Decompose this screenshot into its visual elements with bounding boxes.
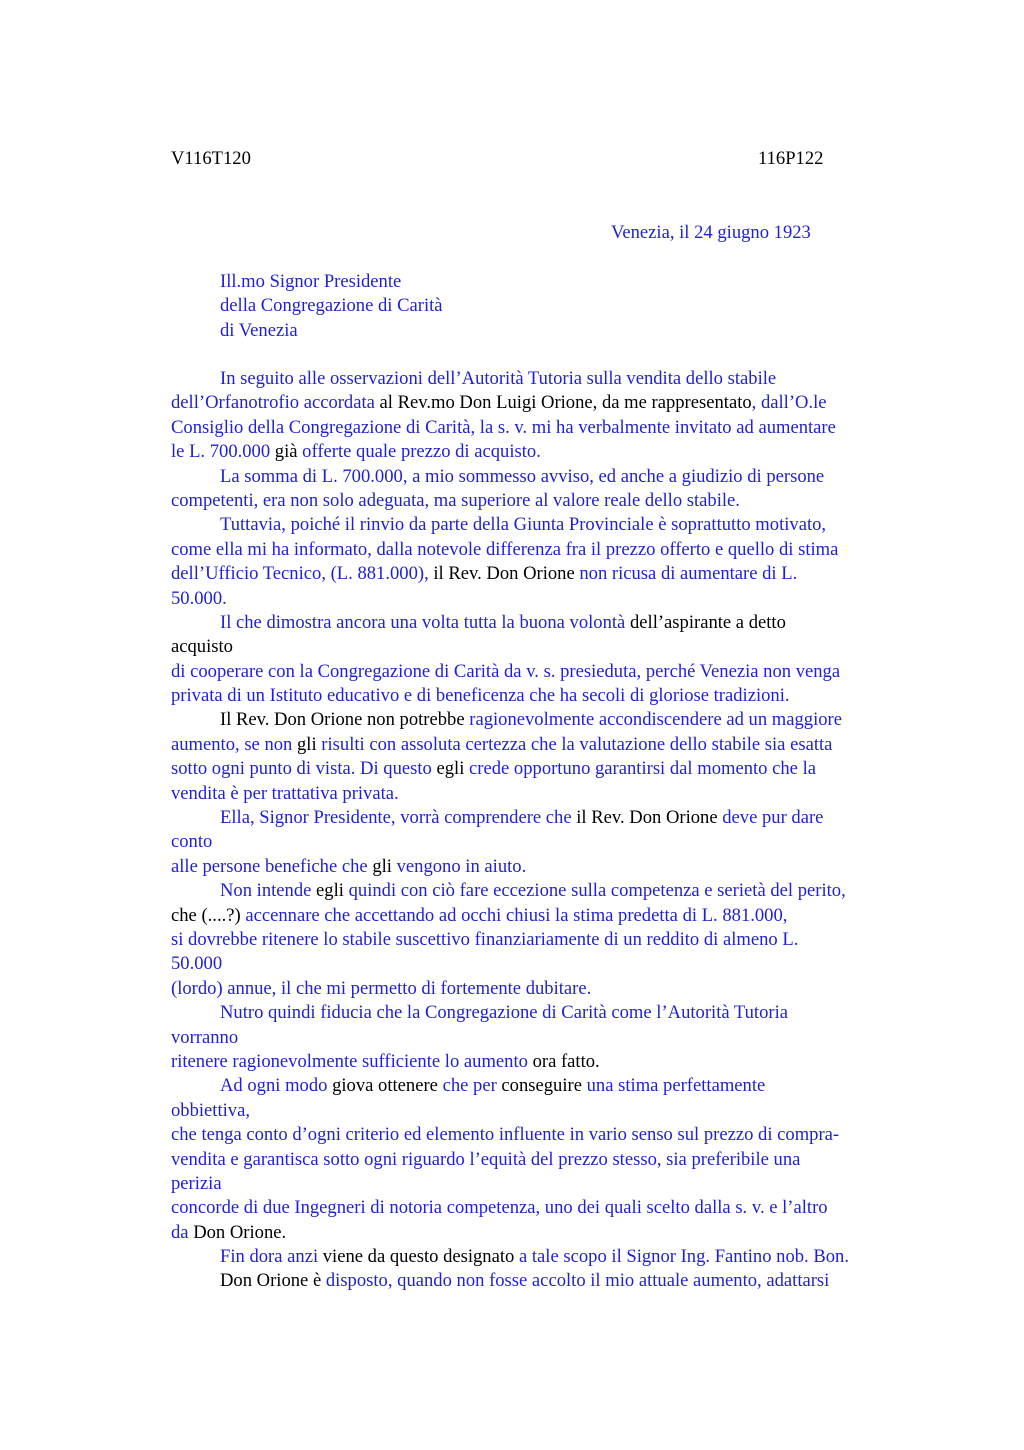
letter-line (171, 1001, 911, 1025)
highlighted-text: In seguito alle osservazioni dell’Autorità Tutoria sulla vendita dello stabile (220, 368, 777, 389)
plain-text: già (270, 441, 303, 463)
letter-line (171, 587, 911, 611)
letter-line (171, 1221, 911, 1245)
highlighted-text: deve pur dare (722, 807, 824, 829)
plain-text: Don Orione è (220, 1270, 326, 1292)
plain-text: Don Orione. (188, 1221, 287, 1243)
letter-line (171, 635, 911, 659)
highlighted-text: competenti, era non solo adeguata, ma superiore al valore reale dello stabile. (171, 489, 740, 511)
highlighted-text: risulti con assoluta certezza che la valutazione dello stabile sia esatta (321, 733, 833, 755)
highlighted-text: perizia (171, 1172, 222, 1194)
letter-line (171, 879, 911, 903)
letter-line (171, 513, 911, 537)
highlighted-text: Tuttavia, poiché il rinvio da parte della Giunta Provinciale è soprattutto motivato, (220, 514, 827, 536)
letter-line (171, 611, 911, 635)
highlighted-text: dell’Orfanotrofio accordata (171, 392, 375, 414)
letter-line (171, 1074, 911, 1098)
plain-text: ora fatto. (527, 1050, 600, 1072)
highlighted-text: Ella, Signor Presidente, vorrà comprendere che (220, 807, 572, 829)
addressee-line: di Venezia (220, 319, 298, 341)
highlighted-text: crede opportuno garantirsi dal momento che la (469, 758, 816, 780)
highlighted-text: che tenga conto d’ogni criterio ed elemento influente in vario senso sul prezzo di compra- (171, 1124, 840, 1146)
plain-text: conseguire (496, 1075, 587, 1097)
letter-line (171, 562, 911, 586)
plain-text: dell’aspirante a detto (625, 611, 786, 633)
document-code-left: V116T120 (171, 148, 251, 169)
letter-line (171, 465, 911, 489)
highlighted-text: privata di un Istituto educativo e di beneficenza che ha secoli di gloriose tradizioni. (171, 685, 790, 707)
highlighted-text: sotto ogni punto di vista. Di questo (171, 758, 432, 780)
highlighted-text: Consiglio della Congregazione di Carità, la s. v. mi ha verbalmente invitato ad aumentare (171, 416, 836, 438)
letter-line (171, 782, 911, 806)
highlighted-text: che per (442, 1075, 497, 1097)
addressee-line: Ill.mo Signor Presidente (220, 271, 402, 292)
highlighted-text: Ad ogni modo (220, 1075, 328, 1097)
highlighted-text: dell’Ufficio Tecnico, (L. 881.000), (171, 563, 429, 585)
letter-line (171, 977, 911, 1001)
letter-line (171, 806, 911, 830)
highlighted-text: si dovrebbe ritenere lo stabile suscettivo finanziariamente di un reddito di almeno L. (171, 928, 799, 950)
letter-line (171, 1123, 911, 1147)
highlighted-text: Nutro quindi fiducia che la Congregazione di Carità come l’Autorità Tutoria (220, 1002, 788, 1024)
highlighted-text: da (171, 1221, 189, 1243)
highlighted-text: disposto, quando non fosse accolto il mio attuale aumento, adattarsi (325, 1270, 830, 1292)
letter-line (171, 708, 911, 732)
plain-text: gli (367, 855, 397, 877)
highlighted-text: conto (171, 831, 213, 853)
highlighted-text: , dall’O.le (751, 392, 827, 414)
addressee-block (220, 270, 443, 343)
highlighted-text: come ella mi ha informato, dalla notevole differenza fra il prezzo offerto e quello di stima (171, 538, 839, 560)
highlighted-text: quindi con ciò fare eccezione sulla competenza e serietà del perito, (348, 880, 846, 902)
letter-line (171, 904, 911, 928)
plain-text: acquisto (171, 636, 233, 658)
highlighted-text: vorranno (171, 1026, 239, 1048)
highlighted-text: ritenere ragionevolmente sufficiente lo aumento (171, 1050, 528, 1072)
letter-line (171, 660, 911, 684)
letter-line (171, 1245, 911, 1269)
document-code-right: 116P122 (758, 148, 824, 169)
letter-line (171, 830, 911, 854)
letter-line (171, 391, 911, 415)
highlighted-text: concorde di due Ingegneri di notoria competenza, uno dei quali scelto dalla s. v. e l’altro (171, 1197, 828, 1219)
letter-line (171, 928, 911, 952)
highlighted-text: offerte quale prezzo di acquisto. (302, 441, 541, 463)
letter-line (171, 733, 911, 757)
letter-line (171, 684, 911, 708)
letter-line (171, 1269, 911, 1293)
highlighted-text: 50.000 (171, 953, 223, 975)
letter-body (171, 367, 911, 1294)
letter-line (171, 1148, 911, 1172)
highlighted-text: a tale scopo il Signor Ing. Fantino nob. Bon. (518, 1246, 849, 1268)
highlighted-text: vengono in aiuto. (396, 855, 527, 877)
plain-text: gli (292, 733, 322, 755)
plain-text: che (....?) (171, 904, 246, 926)
letter-line (171, 440, 911, 464)
letter-line (171, 367, 911, 391)
highlighted-text: vendita e garantisca sotto ogni riguardo l’equità del prezzo stesso, sia preferibile una (171, 1148, 801, 1170)
highlighted-text: La somma di L. 700.000, a mio sommesso avviso, ed anche a giudizio di persone (220, 465, 825, 487)
letter-line (171, 952, 911, 976)
highlighted-text: una stima perfettamente (586, 1075, 766, 1097)
plain-text: Il Rev. Don Orione non potrebbe (220, 709, 470, 731)
highlighted-text: 50.000. (171, 587, 227, 609)
highlighted-text: Il che dimostra ancora una volta tutta la buona volontà (220, 611, 626, 633)
highlighted-text: le L. 700.000 (171, 441, 271, 463)
highlighted-text: (lordo) annue, il che mi permetto di fortemente dubitare. (171, 977, 592, 999)
highlighted-text: Fin dora anzi (220, 1246, 319, 1268)
highlighted-text: di cooperare con la Congregazione di Carità da v. s. presieduta, perché Venezia non venga (171, 660, 841, 682)
highlighted-text: accennare che accettando ad occhi chiusi la stima predetta di L. 881.000, (245, 904, 788, 926)
addressee-line: della Congregazione di Carità (220, 295, 443, 317)
highlighted-text: ragionevolmente accondiscendere ad un maggiore (469, 709, 842, 731)
highlighted-text: obbiettiva, (171, 1099, 251, 1121)
plain-text: giova ottenere (327, 1075, 443, 1097)
letter-line (171, 538, 911, 562)
plain-text: il Rev. Don Orione (428, 563, 580, 585)
letter-date: Venezia, il 24 giugno 1923 (611, 222, 811, 243)
letter-line (171, 757, 911, 781)
letter-line (171, 855, 911, 879)
letter-line (171, 1026, 911, 1050)
letter-line (171, 1172, 911, 1196)
plain-text: egli (311, 880, 349, 902)
letter-line (171, 1050, 911, 1074)
letter-line (171, 1196, 911, 1220)
letter-line (171, 1099, 911, 1123)
highlighted-text: alle persone benefiche che (171, 855, 368, 877)
letter-line (171, 416, 911, 440)
highlighted-text: non ricusa di aumentare di L. (579, 563, 798, 585)
plain-text: viene da questo designato (318, 1246, 519, 1268)
highlighted-text: vendita è per trattativa privata. (171, 782, 399, 804)
plain-text: egli (431, 758, 470, 780)
plain-text: al Rev.mo Don Luigi Orione, da me rappresentato (374, 392, 752, 414)
plain-text: il Rev. Don Orione (571, 807, 723, 829)
letter-line (171, 489, 911, 513)
highlighted-text: Non intende (220, 880, 312, 902)
highlighted-text: aumento, se non (171, 733, 293, 755)
